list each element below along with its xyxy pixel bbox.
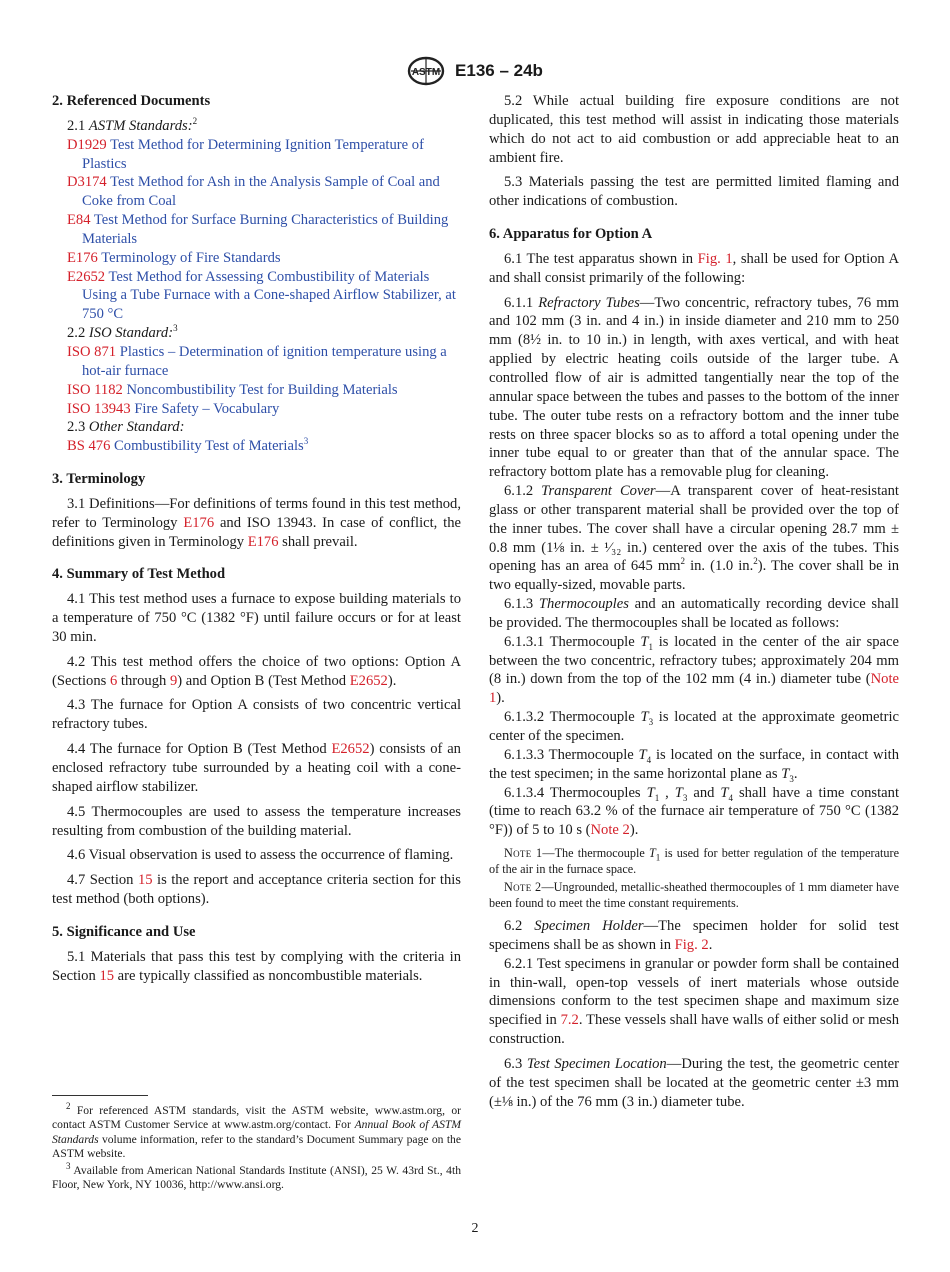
paragraph-6-1: 6.1 The test apparatus shown in Fig. 1, shall be used for Option A and shall consist primarily of the following: <box>489 250 900 286</box>
reference-item[interactable] <box>52 381 461 400</box>
paragraph-4-2: 4.2 This test method offers the choice of two options: Option A (Sections 6 through 9) and Option B (Test Method E2652). <box>52 653 461 689</box>
iso-reference-list <box>52 343 461 418</box>
paragraph-4-4: 4.4 The furnace for Option B (Test Method E2652) consists of an enclosed refractory tube surrounded by a heating coil with a cone-shaped airflow stabilizer. <box>52 741 461 795</box>
reference-title[interactable]: Plastics – Determination of ignition temperature using a hot-air furnace <box>82 343 447 379</box>
svg-text:ASTM: ASTM <box>411 67 441 78</box>
reference-item[interactable] <box>52 343 461 381</box>
subsection-2-2: 2.2 ISO Standard:$^3$ <box>67 323 178 342</box>
reference-item[interactable] <box>52 173 461 211</box>
reference-item[interactable] <box>52 268 461 325</box>
left-column <box>52 92 461 991</box>
subsection-2-1: 2.1 ASTM Standards:$^2$ <box>67 115 198 134</box>
paragraph-6-2-1: 6.2.1 Test specimens in granular or powder form shall be contained in thin-wall, open-top vessels of inert materials whose outside dimensions conform to the test specimen shape and maximum size specified in 7.2. These vessels shall have walls of either solid or mesh construction. <box>489 955 899 1048</box>
paragraph-5-1: 5.1 Materials that pass this test by complying with the criteria in Section 15 are typically classified as noncombustible materials. <box>52 948 461 984</box>
paragraph-4-1: 4.1 This test method uses a furnace to expose building materials to a temperature of 750 °C (1382 °F) until failure occurs or for at least 30 min. <box>52 591 461 645</box>
reference-id[interactable]: D3174 <box>67 174 107 191</box>
link-e2652[interactable]: E2652 <box>331 741 370 758</box>
section-3-heading: 3. Terminology <box>52 471 146 488</box>
note-2: Note 2—Ungrounded, metallic-sheathed thermocouples of 1 mm diameter have been found to meet the time constant requirements. <box>489 880 899 910</box>
paragraph-3-1: 3.1 Definitions—For definitions of terms found in this test method, refer to Terminology E176 and ISO 13943. In case of conflict, the definitions given in Terminology E176 shall prevail. <box>52 495 461 550</box>
astm-reference-list <box>52 136 461 324</box>
reference-title[interactable]: Test Method for Determining Ignition Temperature of Plastics <box>82 136 424 172</box>
paragraph-6-2: 6.2 Specimen Holder—The specimen holder for solid test specimens shall be as shown in Fig. 2. <box>489 918 899 953</box>
paragraph-4-5: 4.5 Thermocouples are used to assess the temperature increases resulting from combustion of the building material. <box>52 803 461 839</box>
section-6-heading: 6. Apparatus for Option A <box>489 226 653 243</box>
paragraph-6-1-1: 6.1.1 Refractory Tubes—Two concentric, refractory tubes, 76 mm and 102 mm (3 in. and 4 in.) in inside diameter and 210 mm to 250 mm (8½ in. to 10 in.) in length, with axes vertical, and with heat applied by electric heating coils outside of the larger tube. A controlled flow of air is admitted tangentially near the top of the annular space between the tubes and passes to the bottom of the inner tube. The outer tube rests on a refractory bottom and the inner tube rests on three spacer blocks so as to afford a total opening under the inner tube equal to or greater than that of the annular space. The refractory bottom plate has a removable plug for cleaning. <box>489 294 899 481</box>
section-5-heading: 5. Significance and Use <box>52 923 196 940</box>
paragraph-6-1-3: 6.1.3 Thermocouples and an automatically recording device shall be provided. The thermocouples shall be located as follows: <box>489 596 899 631</box>
link-e176[interactable]: E176 <box>183 514 215 531</box>
reference-item[interactable] <box>52 136 461 174</box>
link-section-15[interactable]: 15 <box>137 872 153 889</box>
reference-title[interactable]: Test Method for Surface Burning Characteristics of Building Materials <box>82 212 449 247</box>
paragraph-5-3: 5.3 Materials passing the test are permitted limited flaming and other indications of combustion. <box>489 174 899 210</box>
astm-logo <box>407 56 445 86</box>
reference-title[interactable]: Fire Safety – Vocabulary <box>134 400 280 417</box>
section-4-heading: 4. Summary of Test Method <box>52 566 226 583</box>
link-note-2[interactable]: Note 2 <box>590 822 630 839</box>
reference-id[interactable]: D1929 <box>67 136 107 153</box>
reference-id[interactable]: ISO 871 <box>67 343 117 360</box>
link-section-7-2[interactable]: 7.2 <box>560 1012 579 1029</box>
reference-title[interactable]: Test Method for Ash in the Analysis Sample of Coal and Coke from Coal <box>82 174 440 210</box>
reference-item[interactable] <box>52 400 461 419</box>
paragraph-5-2: 5.2 While actual building fire exposure conditions are not duplicated, this test method will assist in indicating those materials which do not act to aid combustion or add appreciable heat to an ambient fire. <box>489 93 899 166</box>
link-fig-1[interactable]: Fig. 1 <box>697 250 733 267</box>
reference-bs476[interactable]: BS 476 Combustibility Test of Materials$^3$ <box>67 436 309 455</box>
paragraph-4-7: 4.7 Section 15 is the report and acceptance criteria section for this test method (both options). <box>52 872 461 908</box>
reference-title[interactable]: Noncombustibility Test for Building Materials <box>126 381 398 398</box>
reference-title[interactable]: Test Method for Assessing Combustibility of Materials Using a Tube Furnace with a Cone-shaped Airflow Stabilizer, at 750 °C <box>82 268 456 323</box>
reference-id[interactable]: ISO 13943 <box>67 400 131 417</box>
reference-title[interactable]: Terminology of Fire Standards <box>101 249 281 266</box>
reference-id[interactable]: E84 <box>67 212 91 229</box>
reference-id[interactable]: E2652 <box>67 268 106 285</box>
reference-id[interactable]: ISO 1182 <box>67 381 123 398</box>
right-column <box>489 92 899 1118</box>
page-number: 2 <box>471 1221 479 1236</box>
reference-item[interactable] <box>52 211 461 249</box>
footnote-divider <box>52 1095 148 1096</box>
paragraph-6-3: 6.3 Test Specimen Location—During the test, the geometric center of the test specimen shall be located at the geometric center ±3 mm (±⅛ in.) of the 76 mm (3 in.) diameter tube. <box>489 1055 900 1110</box>
paragraph-4-3: 4.3 The furnace for Option A consists of two concentric vertical refractory tubes. <box>52 697 461 733</box>
link-section-6[interactable]: 6 <box>109 672 118 689</box>
footnote-2: $^2$ For referenced ASTM standards, visit the ASTM website, www.astm.org, or contact ASTM Customer Service at www.astm.org/contact. For Annual Book of ASTM Standards volume information, refer to the standard’s Document Summary page on the ASTM website. <box>52 1101 461 1161</box>
link-section-15[interactable]: 15 <box>99 967 115 984</box>
paragraph-6-1-3-1: 6.1.3.1 Thermocouple $T_1$ is located in the center of the air space between the two concentric, refractory tubes; approximately 204 mm (8 in.) down from the top of the 102 mm (4 in.) diameter tube (Note 1). <box>489 633 899 707</box>
document-designation: E136 – 24b <box>455 61 543 80</box>
reference-item[interactable] <box>52 249 461 268</box>
subsection-2-3: 2.3 Other Standard: <box>67 419 185 436</box>
link-fig-2[interactable]: Fig. 2 <box>674 936 709 953</box>
footnote-3: $^3$ Available from American National Standards Institute (ANSI), 25 W. 43rd St., 4th Floor, New York, NY 10036, http://www.ansi.org. <box>52 1160 461 1192</box>
paragraph-6-1-3-4: 6.1.3.4 Thermocouples $T_1$ , $T_3$ and $T_4$ shall have a time constant (time to reach 63.2 % of the furnace air temperature of 750 °C (1382 °F)) of 5 to 10 s (Note 2). <box>489 784 899 839</box>
section-2-heading: 2. Referenced Documents <box>52 93 211 109</box>
paragraph-6-1-3-2: 6.1.3.2 Thermocouple $T_3$ is located at the approximate geometric center of the specimen. <box>489 709 899 744</box>
link-e176[interactable]: E176 <box>247 533 279 550</box>
footnotes <box>52 1101 461 1194</box>
note-1: Note 1—The thermocouple $T_1$ is used for better regulation of the temperature of the air in the furnace space. <box>489 846 899 876</box>
reference-id[interactable]: E176 <box>67 249 98 266</box>
page-header <box>0 56 950 86</box>
paragraph-6-1-2: 6.1.2 Transparent Cover—A transparent cover of heat-resistant glass or other transparent material shall be provided over the top of the inner tubes. The cover shall have a circular opening 28.7 mm ± 0.8 mm (1⅛ in. ± ¹⁄₃₂ in.) centered over the axis of the tubes. This opening has an area of 645 $mm^2$ in. (1.0 in.$^2$). The cover shall be in two equally-sized, movable parts. <box>489 483 899 594</box>
link-section-9[interactable]: 9 <box>169 672 178 689</box>
paragraph-4-6: 4.6 Visual observation is used to assess the occurrence of flaming. <box>67 847 454 864</box>
link-note-1[interactable]: Note 1 <box>489 671 899 707</box>
link-e2652[interactable]: E2652 <box>349 672 388 689</box>
paragraph-6-1-3-3: 6.1.3.3 Thermocouple $T_4$ is located on the surface, in contact with the test specimen; in the same horizontal plane as $T_3$. <box>489 746 899 784</box>
